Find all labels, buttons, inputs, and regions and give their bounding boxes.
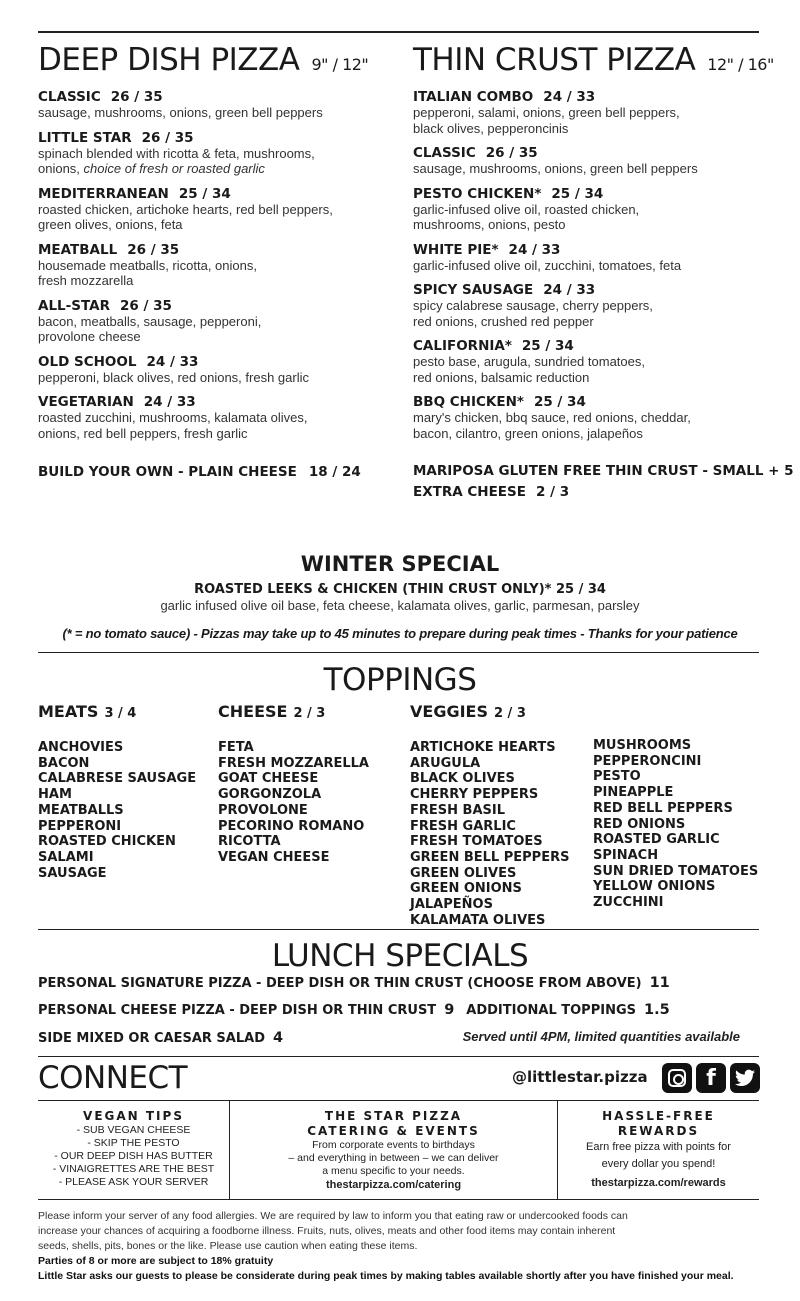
- winter-special: [0, 550, 800, 614]
- deep-dish-title: [38, 40, 398, 85]
- item-price: 24 / 33: [543, 89, 596, 105]
- topping-item: ARUGULA: [410, 755, 481, 771]
- item-desc: garlic-infused olive oil, zucchini, tomatoes, feta: [413, 257, 682, 273]
- gluten-free-option: MARIPOSA GLUTEN FREE THIN CRUST - SMALL + 5: [413, 463, 794, 479]
- winter-special-item: ROASTED LEEKS & CHICKEN (THIN CRUST ONLY)* 25 / 34: [194, 582, 606, 597]
- topping-item: GREEN OLIVES: [410, 865, 517, 881]
- item-name: PESTO CHICKEN*: [413, 185, 542, 202]
- item-desc: roasted zucchini, mushrooms, kalamata olives,: [38, 410, 308, 425]
- item-desc-text: onions,: [38, 161, 84, 176]
- legal-notice: [38, 1209, 738, 1284]
- item-desc: spinach blended with ricotta & feta, mushrooms,: [38, 145, 315, 161]
- lunch-title: LUNCH SPECIALS: [271, 938, 529, 974]
- item-price: 25 / 34: [521, 338, 574, 354]
- divider: [38, 1056, 759, 1057]
- item-price: 26 / 35: [119, 297, 172, 314]
- topping-item: CHERRY PEPPERS: [410, 787, 539, 803]
- topping-item: PEPPERONI: [38, 818, 122, 834]
- topping-item: ANCHOVIES: [38, 740, 124, 755]
- item-name: VEGETARIAN: [38, 394, 134, 410]
- legal-line: seeds, shells, pits, bones or the like. Please use caution when eating these items.: [38, 1240, 418, 1252]
- item-desc: provolone cheese: [38, 329, 141, 344]
- topping-item: GORGONZOLA: [218, 787, 322, 803]
- topping-item: JALAPEÑOS: [410, 897, 493, 913]
- item-desc: green olives, onions, feta: [38, 217, 183, 232]
- top-rule: [38, 31, 759, 33]
- topping-category-label: MEATS: [38, 702, 99, 721]
- rewards-title: HASSLE-FREE: [602, 1109, 715, 1123]
- toppings-meats: [38, 702, 196, 881]
- topping-item: HAM: [38, 787, 72, 803]
- vegan-tip: - SKIP THE PESTO: [87, 1137, 180, 1149]
- menu-item: [38, 186, 398, 233]
- topping-item: BLACK OLIVES: [410, 771, 515, 787]
- item-desc: pepperoni, black olives, red onions, fresh garlic: [38, 369, 309, 385]
- topping-item: GREEN ONIONS: [410, 881, 522, 897]
- topping-item: FRESH BASIL: [410, 802, 505, 818]
- item-desc: garlic-infused olive oil, roasted chicken,: [413, 201, 640, 217]
- topping-item: FRESH GARLIC: [410, 818, 516, 834]
- lunch-row: [38, 974, 670, 993]
- menu-item: [413, 394, 773, 441]
- twitter-bird-icon: [735, 1069, 755, 1087]
- menu-item: [38, 130, 398, 177]
- lunch-item: PERSONAL CHEESE PIZZA - DEEP DISH OR THIN CRUST: [38, 1003, 437, 1018]
- menu-item: [38, 394, 398, 441]
- item-price: 26 / 35: [485, 145, 538, 161]
- topping-list: [410, 740, 569, 928]
- item-desc: red onions, crushed red pepper: [413, 313, 594, 329]
- vegan-tip: - SUB VEGAN CHEESE: [76, 1124, 191, 1136]
- rewards-link[interactable]: thestarpizza.com/rewards: [591, 1177, 726, 1189]
- lunch-price: 1.5: [644, 1002, 670, 1018]
- topping-item: SAUSAGE: [38, 865, 107, 881]
- item-name: MEATBALL: [38, 241, 118, 258]
- item-price: 24 / 33: [508, 241, 561, 258]
- deep-dish-title-text: DEEP DISH PIZZA: [38, 42, 300, 78]
- topping-item: MUSHROOMS: [593, 738, 692, 753]
- topping-item: FRESH TOMATOES: [410, 834, 543, 850]
- lunch-item: ADDITIONAL TOPPINGS: [466, 1003, 636, 1018]
- item-name: CLASSIC: [38, 89, 101, 105]
- gratuity-note: Parties of 8 or more are subject to 18% gratuity: [38, 1255, 274, 1267]
- item-price: 25 / 34: [533, 394, 586, 410]
- topping-item: FETA: [218, 740, 254, 755]
- item-desc: pesto base, arugula, sundried tomatoes,: [413, 354, 645, 369]
- topping-item: YELLOW ONIONS: [593, 879, 716, 895]
- extra-cheese-price: 2 / 3: [535, 484, 570, 500]
- menu-item: [413, 282, 773, 329]
- topping-item: RED ONIONS: [593, 816, 686, 832]
- item-desc: fresh mozzarella: [38, 273, 134, 288]
- topping-item: MEATBALLS: [38, 802, 124, 818]
- catering-title: THE STAR PIZZA: [324, 1109, 463, 1123]
- extra-cheese-label: EXTRA CHEESE: [413, 484, 526, 500]
- topping-item: ARTICHOKE HEARTS: [410, 740, 556, 755]
- connect-title: CONNECT: [38, 1060, 188, 1096]
- item-name: CLASSIC: [413, 145, 476, 161]
- divider: [38, 929, 759, 930]
- topping-item: FRESH MOZZARELLA: [218, 755, 369, 771]
- rewards-box: [558, 1101, 759, 1199]
- rewards-text: Earn free pizza with points for: [586, 1141, 731, 1153]
- topping-item: SPINACH: [593, 847, 659, 863]
- vegan-tips-box: [38, 1101, 230, 1199]
- topping-item: SALAMI: [38, 849, 94, 865]
- extra-cheese-option: [413, 482, 773, 503]
- topping-item: ROASTED CHICKEN: [38, 834, 176, 850]
- item-name: OLD SCHOOL: [38, 353, 137, 370]
- item-price: 25 / 34: [551, 185, 604, 202]
- menu-item: [38, 298, 398, 345]
- lunch-price: 4: [272, 1030, 284, 1046]
- lunch-row: [38, 1029, 283, 1048]
- item-desc: mary's chicken, bbq sauce, red onions, cheddar,: [413, 410, 691, 425]
- build-your-own: [38, 462, 398, 483]
- item-desc: sausage, mushrooms, onions, green bell peppers: [38, 105, 323, 120]
- deep-dish-sizes: 9" / 12": [311, 55, 369, 74]
- build-your-own-label: BUILD YOUR OWN - PLAIN CHEESE: [38, 464, 297, 480]
- menu-item: [38, 354, 398, 386]
- thin-crust-sizes: 12" / 16": [707, 55, 774, 74]
- winter-special-title: WINTER SPECIAL: [300, 552, 500, 576]
- item-name: SPICY SAUSAGE: [413, 282, 534, 298]
- thin-crust-title-text: THIN CRUST PIZZA: [413, 42, 696, 78]
- item-price: 25 / 34: [178, 185, 231, 202]
- legal-line: Please inform your server of any food allergies. We are required by law to inform you that eating raw or undercooked foods can: [38, 1210, 628, 1222]
- winter-special-desc: garlic infused olive oil base, feta cheese, kalamata olives, garlic, parmesan, parsley: [160, 598, 640, 613]
- item-desc: red onions, balsamic reduction: [413, 369, 590, 385]
- catering-box: [230, 1101, 558, 1199]
- menu-item: [413, 89, 773, 136]
- item-desc: sausage, mushrooms, onions, green bell peppers: [413, 161, 698, 176]
- item-desc: onions, red bell peppers, fresh garlic: [38, 425, 248, 441]
- item-desc: bacon, meatballs, sausage, pepperoni,: [38, 313, 262, 329]
- item-desc: pepperoni, salami, onions, green bell peppers,: [413, 105, 680, 120]
- topping-category-price: 2 / 3: [293, 706, 326, 721]
- lunch-served-note: Served until 4PM, limited quantities available: [462, 1029, 740, 1044]
- courtesy-note: Little Star asks our guests to please be considerate during peak times by making tables available shortly after you have finished your meal.: [38, 1270, 734, 1282]
- social-handle[interactable]: @littlestar.pizza: [512, 1068, 648, 1086]
- topping-item: BACON: [38, 755, 90, 771]
- menu-item: [413, 242, 773, 274]
- item-price: 26 / 35: [127, 241, 180, 258]
- catering-subtitle: CATERING & EVENTS: [307, 1124, 480, 1138]
- topping-item: PEPPERONCINI: [593, 753, 702, 769]
- topping-item: PINEAPPLE: [593, 785, 674, 801]
- topping-item: VEGAN CHEESE: [218, 849, 330, 865]
- topping-item: PECORINO ROMANO: [218, 818, 365, 834]
- item-price: 24 / 33: [543, 282, 596, 298]
- vegan-tip: - OUR DEEP DISH HAS BUTTER: [54, 1150, 213, 1162]
- menu-item: [413, 186, 773, 233]
- topping-list: [38, 740, 196, 881]
- legal-line: increase your chances of acquiring a foodborne illness. Fruits, nuts, olives, meats and other food items may contain inherent: [38, 1225, 616, 1237]
- item-desc: [38, 161, 398, 177]
- divider: [38, 652, 759, 653]
- topping-category-price: 2 / 3: [493, 706, 526, 721]
- topping-category-price: 3 / 4: [104, 706, 137, 721]
- topping-item: KALAMATA OLIVES: [410, 912, 546, 928]
- catering-text: – and everything in between – we can deliver: [288, 1152, 499, 1164]
- toppings-title: TOPPINGS: [323, 662, 477, 698]
- topping-item: ZUCCHINI: [593, 895, 664, 911]
- toppings-veggies: [410, 702, 569, 928]
- vegan-tips-title: VEGAN TIPS: [83, 1109, 184, 1123]
- item-name: LITTLE STAR: [38, 129, 132, 146]
- item-desc: spicy calabrese sausage, cherry peppers,: [413, 298, 653, 313]
- item-desc: roasted chicken, artichoke hearts, red bell peppers,: [38, 201, 333, 217]
- item-name: ITALIAN COMBO: [413, 89, 534, 105]
- topping-item: GOAT CHEESE: [218, 771, 319, 787]
- deep-dish-section: [38, 40, 398, 483]
- catering-text: a menu specific to your needs.: [322, 1165, 465, 1177]
- item-price: 24 / 33: [143, 394, 196, 410]
- topping-category-label: CHEESE: [218, 702, 288, 721]
- topping-item: ROASTED GARLIC: [593, 832, 720, 848]
- twitter-icon[interactable]: [730, 1063, 760, 1093]
- item-price: 26 / 35: [110, 89, 163, 105]
- catering-text: From corporate events to birthdays: [312, 1139, 475, 1151]
- topping-category-label: VEGGIES: [410, 702, 488, 721]
- topping-item: RICOTTA: [218, 834, 281, 850]
- item-name: MEDITERRANEAN: [38, 185, 169, 202]
- item-price: 24 / 33: [146, 353, 199, 370]
- menu-item: [413, 338, 773, 385]
- topping-item: GREEN BELL PEPPERS: [410, 849, 570, 865]
- facebook-icon[interactable]: [696, 1063, 726, 1093]
- lunch-item: SIDE MIXED OR CAESAR SALAD: [38, 1031, 265, 1046]
- vegan-tip: - PLEASE ASK YOUR SERVER: [58, 1176, 209, 1188]
- lunch-row: [38, 1001, 670, 1020]
- menu-item: [38, 89, 398, 121]
- build-your-own-price: 18 / 24: [308, 464, 361, 480]
- item-name: WHITE PIE*: [413, 241, 499, 258]
- topping-item: SUN DRIED TOMATOES: [593, 863, 759, 879]
- rewards-subtitle: REWARDS: [617, 1124, 700, 1138]
- catering-link[interactable]: thestarpizza.com/catering: [325, 1179, 462, 1191]
- item-desc: black olives, pepperoncinis: [413, 120, 569, 136]
- lunch-item: PERSONAL SIGNATURE PIZZA - DEEP DISH OR THIN CRUST (CHOOSE FROM ABOVE): [38, 976, 642, 991]
- facebook-glyph: f: [706, 1065, 716, 1091]
- vegan-tip: - VINAIGRETTES ARE THE BEST: [52, 1163, 215, 1175]
- sauce-notice: (* = no tomato sauce) - Pizzas may take up to 45 minutes to prepare during peak times - Thanks for your patience: [62, 626, 738, 641]
- item-price: 26 / 35: [141, 129, 194, 146]
- topping-list: [218, 740, 369, 866]
- item-name: ALL-STAR: [38, 297, 110, 314]
- menu-item: [38, 242, 398, 289]
- topping-item: RED BELL PEPPERS: [593, 800, 733, 816]
- toppings-veggies-col2: [593, 722, 758, 911]
- item-desc: mushrooms, onions, pesto: [413, 217, 566, 232]
- item-desc: housemade meatballs, ricotta, onions,: [38, 257, 257, 273]
- topping-item: PROVOLONE: [218, 802, 308, 818]
- lunch-price: 9: [444, 1002, 455, 1018]
- thin-crust-title: [413, 40, 773, 85]
- instagram-icon[interactable]: [662, 1063, 692, 1093]
- info-boxes: [38, 1100, 759, 1200]
- thin-crust-section: [413, 40, 794, 503]
- toppings-cheese: [218, 702, 369, 866]
- menu-item: [413, 145, 773, 177]
- lunch-price: 11: [649, 975, 670, 991]
- rewards-text: every dollar you spend!: [601, 1158, 716, 1170]
- item-name: BBQ CHICKEN*: [413, 394, 524, 410]
- item-name: CALIFORNIA*: [413, 338, 512, 354]
- item-desc-note: choice of fresh or roasted garlic: [83, 161, 265, 176]
- topping-item: CALABRESE SAUSAGE: [38, 771, 197, 787]
- topping-list: [593, 738, 758, 911]
- item-desc: bacon, cilantro, green onions, jalapeños: [413, 425, 643, 441]
- topping-item: PESTO: [593, 769, 641, 785]
